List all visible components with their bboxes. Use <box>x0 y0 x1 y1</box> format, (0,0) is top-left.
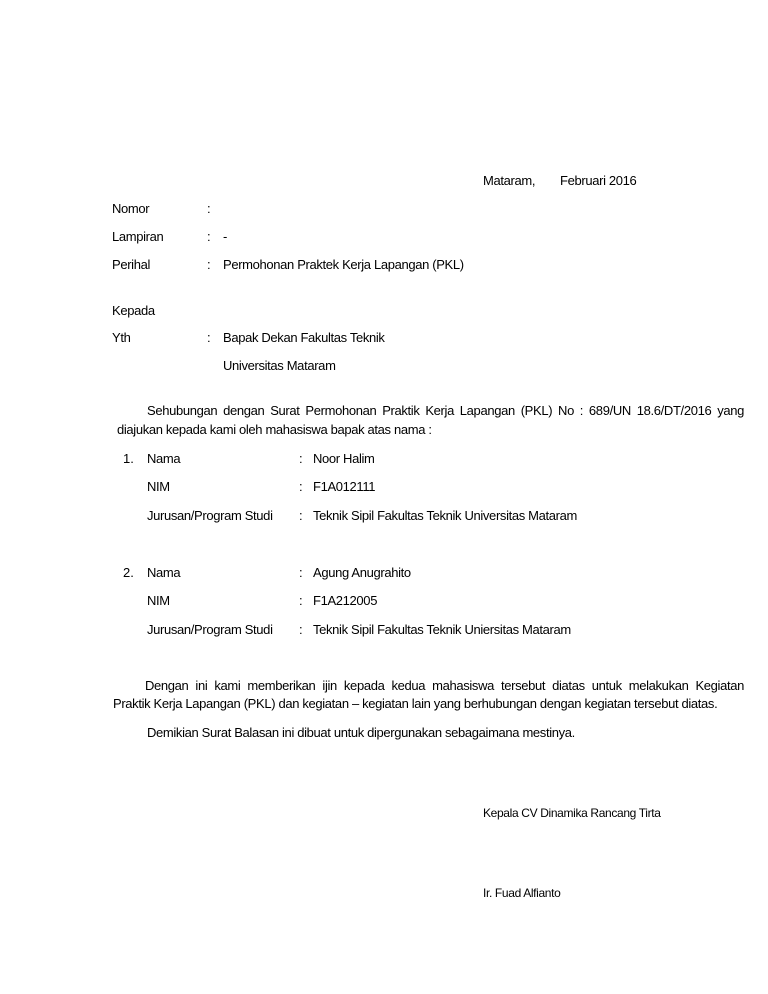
student-1-nama-colon: : <box>299 451 303 466</box>
recipient-name-line1: Bapak Dekan Fakultas Teknik <box>223 330 385 345</box>
intro-line1-text: Sehubungan dengan Surat Permohonan Praktik Kerja Lapangan (PKL) No : 689/UN 18.6/DT/2016 yang <box>147 403 744 418</box>
date-month-year: Februari 2016 <box>560 173 637 188</box>
student-2-nama-colon: : <box>299 565 303 580</box>
student-2-number: 2. <box>123 565 134 580</box>
recipient-yth-label: Yth <box>112 330 131 345</box>
date-place: Mataram, <box>483 173 536 188</box>
intro-line2: diajukan kepada kami oleh mahasiswa bapak atas nama : <box>117 422 432 437</box>
student-2-nim-colon: : <box>299 593 303 608</box>
nomor-label: Nomor <box>112 201 150 216</box>
signature-name: Ir. Fuad Alfianto <box>483 886 561 900</box>
student-1-nim-value: F1A012111 <box>313 479 376 494</box>
student-2-nim-label: NIM <box>147 593 170 608</box>
recipient-name-line2: Universitas Mataram <box>223 358 336 373</box>
signature-title: Kepala CV Dinamika Rancang Tirta <box>483 806 661 820</box>
student-1-nama-value: Noor Halim <box>313 451 375 466</box>
student-2-jurusan-value: Teknik Sipil Fakultas Teknik Uniersitas Mataram <box>313 622 571 637</box>
perihal-value: Permohonan Praktek Kerja Lapangan (PKL) <box>223 257 464 272</box>
recipient-kepada: Kepada <box>112 303 155 318</box>
student-2-nim-value: F1A212005 <box>313 593 378 608</box>
student-1-jurusan-label: Jurusan/Program Studi <box>147 508 273 523</box>
body-para1-line2: Praktik Kerja Lapangan (PKL) dan kegiatan – kegiatan lain yang berhubungan dengan kegiatan tersebut diatas. <box>113 696 718 711</box>
perihal-label: Perihal <box>112 257 151 272</box>
student-2-nama-label: Nama <box>147 565 181 580</box>
student-1-nama-label: Nama <box>147 451 181 466</box>
student-1-nim-label: NIM <box>147 479 170 494</box>
intro-line1 <box>115 404 744 419</box>
lampiran-colon: : <box>207 229 211 244</box>
nomor-colon: : <box>207 201 211 216</box>
perihal-colon: : <box>207 257 211 272</box>
lampiran-value: - <box>223 229 227 244</box>
student-2-jurusan-colon: : <box>299 622 303 637</box>
body-para2: Demikian Surat Balasan ini dibuat untuk dipergunakan sebagaimana mestinya. <box>147 725 575 740</box>
student-2-nama-value: Agung Anugrahito <box>313 565 411 580</box>
recipient-yth-colon: : <box>207 330 211 345</box>
student-1-jurusan-colon: : <box>299 508 303 523</box>
student-2-jurusan-label: Jurusan/Program Studi <box>147 622 273 637</box>
student-1-number: 1. <box>123 451 134 466</box>
body-para1-line1-text: Dengan ini kami memberikan ijin kepada kedua mahasiswa tersebut diatas untuk melakukan Kegiatan <box>145 678 744 693</box>
student-1-jurusan-value: Teknik Sipil Fakultas Teknik Universitas Mataram <box>313 508 578 523</box>
lampiran-label: Lampiran <box>112 229 164 244</box>
student-1-nim-colon: : <box>299 479 303 494</box>
body-para1-line1 <box>113 679 744 694</box>
